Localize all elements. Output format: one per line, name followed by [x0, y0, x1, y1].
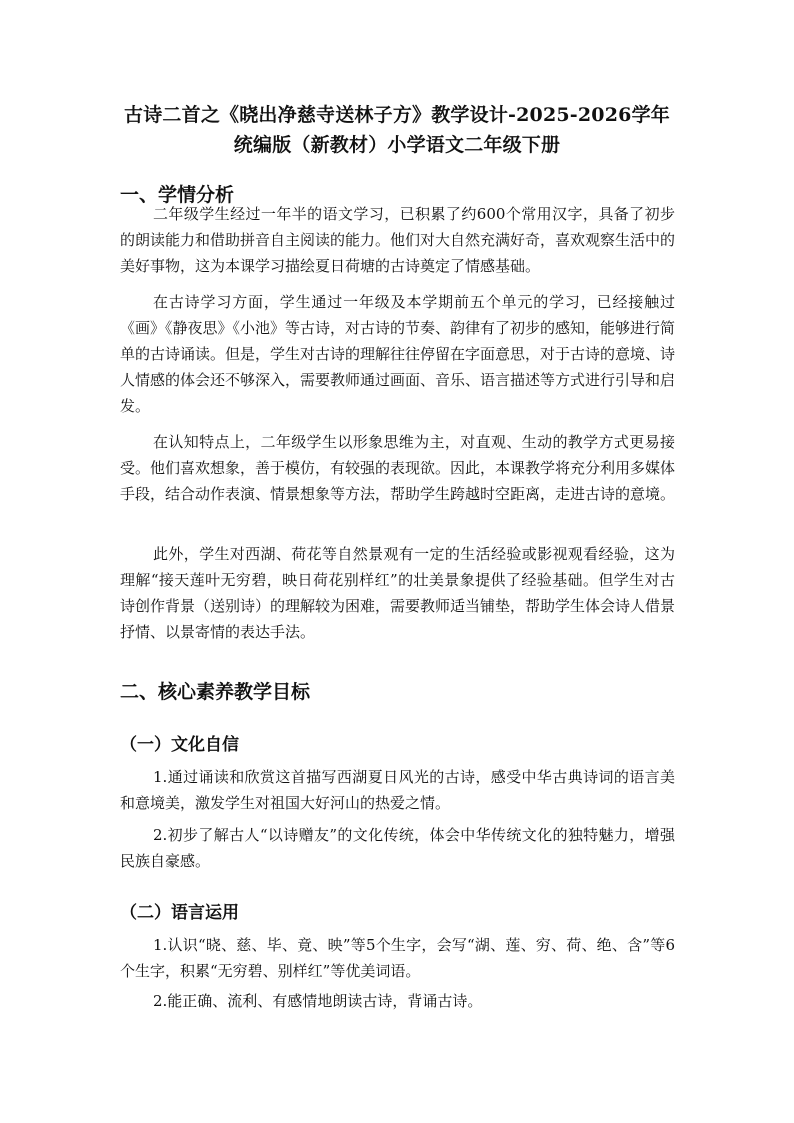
- paragraph-learning-analysis-2: 在古诗学习方面，学生通过一年级及本学期前五个单元的学习，已经接触过《画》《静夜思》《小池》等古诗，对古诗的节奏、韵律有了初步的感知，能够进行简单的古诗诵读。但是，学生对古诗的理解往往停留在字面意思，对于古诗的意境、诗人情感的体会还不够深入，需要教师通过画面、音乐、语言描述等方式进行引导和启发。: [120, 293, 676, 415]
- paragraph-learning-analysis-4: 此外，学生对西湖、荷花等自然景观有一定的生活经验或影视观看经验，这为理解“接天莲叶无穷碧，映日荷花别样红”的壮美景象提供了经验基础。但学生对古诗创作背景（送别诗）的理解较为困难，需要教师适当铺垫，帮助学生体会诗人借景抒情、以景寄情的表达手法。: [120, 545, 676, 641]
- document-title-line-1: 古诗二首之《晓出净慈寺送林子方》教学设计-2025-2026学年: [124, 104, 670, 126]
- section-heading-learning-analysis: 一、学情分析: [120, 184, 235, 206]
- paragraph-language-use-2: 2.能正确、流利、有感情地朗读古诗，背诵古诗。: [153, 992, 483, 1010]
- paragraph-language-use-1: 1.认识“晓、慈、毕、竟、映”等5个生字，会写“湖、莲、穷、荷、绝、含”等6个生字，积累“无穷碧、别样红”等优美词语。: [120, 936, 675, 980]
- paragraph-cultural-confidence-2: 2.初步了解古人“以诗赠友”的文化传统，体会中华传统文化的独特魅力，增强民族自豪感。: [120, 826, 675, 870]
- subsection-heading-cultural-confidence: （一）文化自信: [120, 735, 239, 755]
- section-heading-teaching-objectives: 二、核心素养教学目标: [120, 681, 311, 703]
- subsection-heading-language-use: （二）语言运用: [120, 903, 239, 923]
- paragraph-cultural-confidence-1: 1.通过诵读和欣赏这首描写西湖夏日风光的古诗，感受中华古典诗词的语言美和意境美，激发学生对祖国大好河山的热爱之情。: [120, 768, 675, 812]
- paragraph-learning-analysis-1: 二年级学生经过一年半的语文学习，已积累了约600个常用汉字，具备了初步的朗读能力和借助拼音自主阅读的能力。他们对大自然充满好奇，喜欢观察生活中的美好事物，这为本课学习描绘夏日荷塘的古诗奠定了情感基础。: [120, 205, 676, 275]
- document-title-line-2: 统编版（新教材）小学语文二年级下册: [233, 134, 561, 156]
- paragraph-learning-analysis-3: 在认知特点上，二年级学生以形象思维为主，对直观、生动的教学方式更易接受。他们喜欢想象，善于模仿，有较强的表现欲。因此，本课教学将充分利用多媒体手段，结合动作表演、情景想象等方法，帮助学生跨越时空距离，走进古诗的意境。: [120, 433, 676, 503]
